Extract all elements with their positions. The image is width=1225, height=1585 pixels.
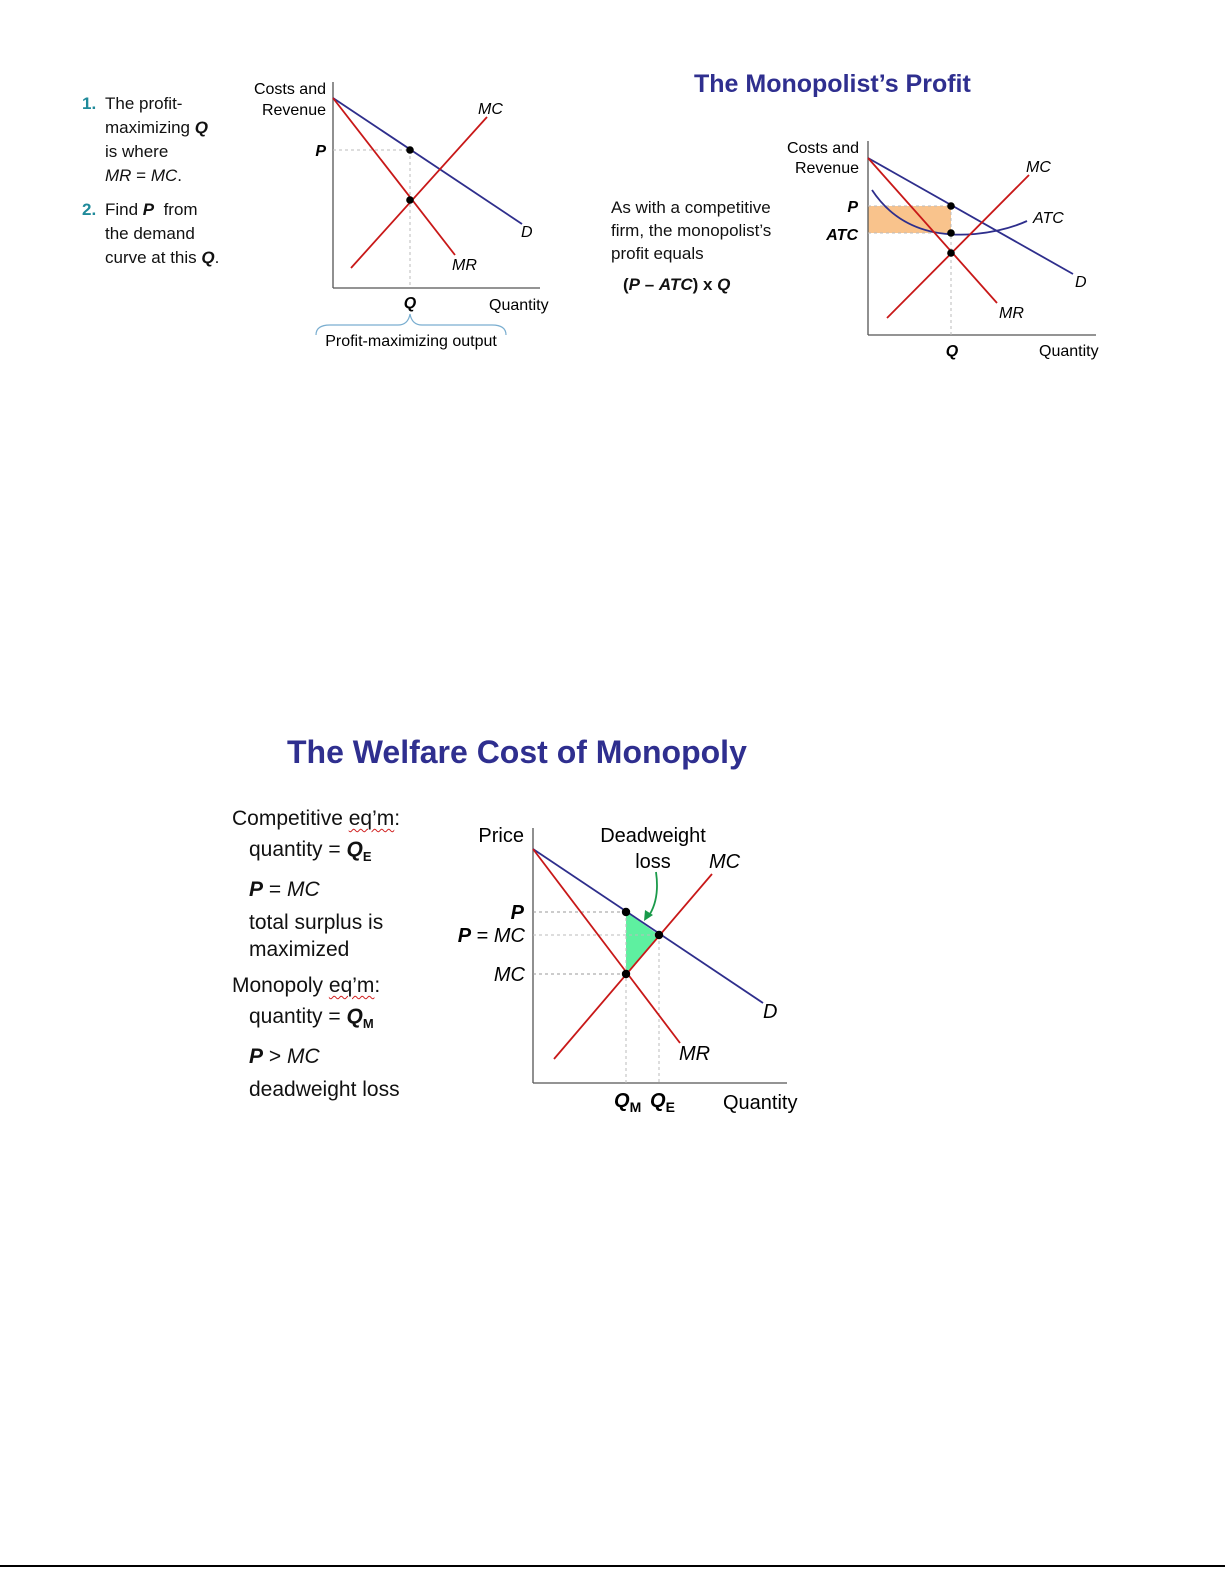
profit-max-steps — [82, 92, 252, 280]
page-bottom-rule — [0, 1565, 1225, 1567]
step-number: 2. — [82, 200, 97, 219]
competitive-head: Competitive eq’m: — [232, 807, 401, 830]
step-2 — [82, 198, 252, 270]
profit-area — [868, 206, 951, 233]
deadweight-label-1: Deadweight — [600, 825, 706, 847]
tick-qm: $Q_M$ — [614, 1090, 642, 1115]
mc-curve — [351, 117, 487, 268]
series-label-d: D — [1075, 274, 1087, 291]
x-axis-label: Quantity — [723, 1092, 798, 1114]
welfare-cost-chart — [440, 815, 820, 1125]
demand-point — [947, 202, 955, 210]
step-number: 1. — [82, 94, 97, 113]
tick-mc: MC — [493, 964, 525, 986]
tick-p: P — [510, 902, 524, 924]
monopoly-deadweight: deadweight loss — [249, 1078, 400, 1102]
series-label-mc: MC — [478, 101, 503, 118]
monopoly-price-point — [622, 908, 630, 916]
monopoly-head: Monopoly eq’m: — [232, 974, 381, 998]
monopolist-profit-title: The Monopolist’s Profit — [694, 70, 971, 98]
profit-max-chart — [240, 70, 570, 360]
tick-p-eq-mc: P = MC — [457, 925, 525, 947]
profit-formula: (P – ATC) x Q — [623, 275, 731, 294]
equilibrium-list — [232, 802, 452, 1109]
demand-point — [406, 146, 414, 154]
step-text: The profit- maximizing Q is where MR = MC. — [105, 94, 208, 185]
tick-q: Q — [945, 343, 959, 360]
series-label-d: D — [521, 224, 533, 241]
mc-curve — [554, 874, 712, 1059]
deadweight-label-2: loss — [635, 851, 671, 873]
monopoly-mc-point — [622, 970, 630, 978]
monopolist-profit-chart — [760, 130, 1130, 370]
competitive-price: P = MC — [249, 878, 320, 902]
series-label-mr: MR — [679, 1043, 711, 1065]
tick-qe: $Q_E$ — [650, 1090, 675, 1115]
y-axis-label-1: Costs and — [253, 81, 326, 98]
y-axis-label: Price — [478, 825, 524, 847]
tick-p: P — [315, 143, 326, 160]
step-1 — [82, 92, 252, 188]
series-label-d: D — [763, 1001, 778, 1023]
tick-p: P — [847, 199, 858, 216]
y-axis-label-1: Costs and — [786, 140, 859, 157]
bracket-brace — [316, 314, 506, 335]
x-axis-label: Quantity — [1039, 343, 1099, 360]
series-label-mc: MC — [1026, 159, 1051, 176]
tick-q: Q — [403, 295, 417, 312]
welfare-cost-title: The Welfare Cost of Monopoly — [287, 734, 747, 770]
competitive-eq-point — [655, 931, 663, 939]
mc-curve — [887, 175, 1029, 318]
monopoly-price: P > MC — [249, 1045, 320, 1069]
tick-atc: ATC — [826, 227, 858, 244]
series-label-mc: MC — [709, 851, 741, 873]
x-axis-label: Quantity — [489, 297, 549, 314]
monopoly-quantity: quantity = $Q_M$ — [249, 1005, 374, 1032]
atc-point — [947, 229, 955, 237]
mr-mc-intersection — [947, 249, 955, 257]
mr-mc-intersection — [406, 196, 414, 204]
competitive-quantity: quantity = $Q_E$ — [249, 838, 372, 865]
series-label-mr: MR — [999, 305, 1024, 322]
competitive-surplus: total surplus is maximized — [249, 911, 384, 962]
mr-curve — [333, 98, 455, 255]
series-label-mr: MR — [452, 257, 477, 274]
profit-note-text: As with a competitive firm, the monopolist’s profit equals — [611, 198, 772, 263]
series-label-atc: ATC — [1033, 210, 1064, 227]
bracket-label: Profit-maximizing output — [325, 333, 497, 350]
deadweight-arrow — [648, 872, 657, 917]
y-axis-label-2: Revenue — [794, 160, 859, 177]
y-axis-label-2: Revenue — [261, 102, 326, 119]
step-text: Find P from the demand curve at this Q. — [105, 200, 220, 267]
mr-curve — [533, 849, 680, 1043]
